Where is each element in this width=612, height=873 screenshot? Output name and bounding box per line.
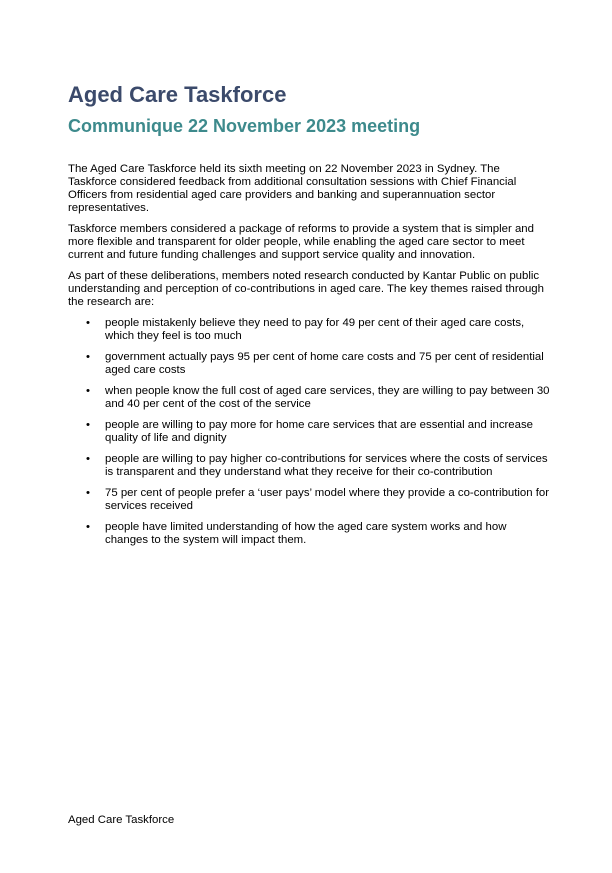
list-item	[68, 453, 550, 479]
paragraph-intro: The Aged Care Taskforce held its sixth meeting on 22 November 2023 in Sydney. The Taskforce considered feedback from additional consultation sessions with Chief Financial Officers from residential aged care providers and banking and superannuation sector representatives.	[68, 163, 517, 214]
list-item-text: people are willing to pay higher co-contributions for services where the costs of services is transparent and they understand what they receive for their co-contribution	[105, 453, 548, 478]
list-item	[68, 419, 550, 445]
list-item-text: 75 per cent of people prefer a ‘user pays’ model where they provide a co-contribution for services received	[105, 487, 550, 512]
document-body	[68, 163, 550, 555]
page-footer: Aged Care Taskforce	[68, 814, 175, 826]
list-item-text: people mistakenly believe they need to pay for 49 per cent of their aged care costs, which they feel is too much	[105, 317, 525, 342]
key-themes-list	[68, 317, 550, 547]
paragraph-reforms: Taskforce members considered a package of reforms to provide a system that is simpler and more flexible and transparent for older people, while enabling the aged care sector to meet current and future funding challenges and support service quality and innovation.	[68, 223, 534, 261]
list-item-text: government actually pays 95 per cent of home care costs and 75 per cent of residential aged care costs	[105, 351, 544, 376]
bullet-icon: •	[86, 453, 90, 465]
bullet-icon: •	[86, 317, 90, 329]
bullet-icon: •	[86, 419, 90, 431]
list-item	[68, 385, 550, 411]
bullet-icon: •	[86, 351, 90, 363]
bullet-icon: •	[86, 385, 90, 397]
list-item	[68, 351, 550, 377]
list-item	[68, 317, 550, 343]
list-item	[68, 487, 550, 513]
list-item-text: people have limited understanding of how the aged care system works and how changes to the system will impact them.	[105, 521, 507, 546]
bullet-icon: •	[86, 521, 90, 533]
bullet-icon: •	[86, 487, 90, 499]
list-item-text: people are willing to pay more for home care services that are essential and increase quality of life and dignity	[105, 419, 534, 444]
document-subtitle: Communique 22 November 2023 meeting	[68, 116, 421, 136]
list-item	[68, 521, 550, 547]
document-title: Aged Care Taskforce	[68, 82, 287, 107]
paragraph-research: As part of these deliberations, members noted research conducted by Kantar Public on public understanding and perception of co-contributions in aged care. The key themes raised through the research are:	[68, 270, 544, 308]
list-item-text: when people know the full cost of aged care services, they are willing to pay between 30 and 40 per cent of the cost of the service	[105, 385, 550, 410]
